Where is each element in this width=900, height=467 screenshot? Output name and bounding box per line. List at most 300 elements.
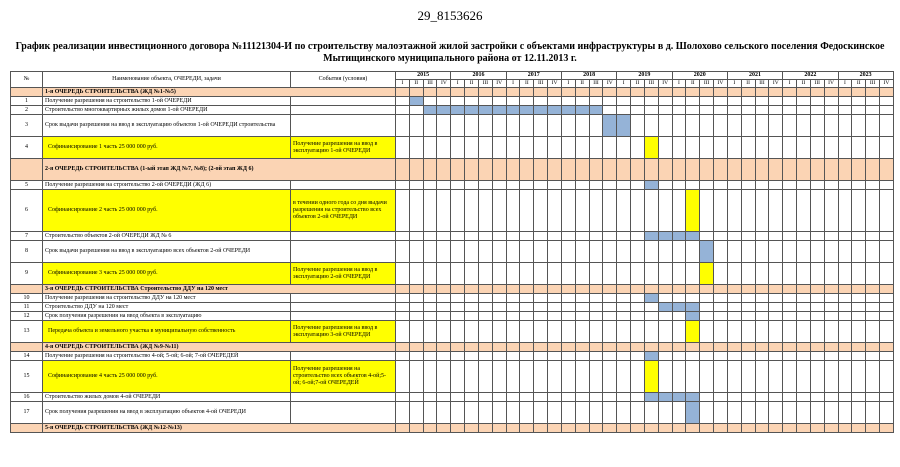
gantt-bar-segment [686, 402, 700, 424]
timeline-cell [852, 97, 866, 106]
timeline-cell [741, 232, 755, 241]
timeline-cell [534, 321, 548, 343]
timeline-cell [396, 361, 410, 393]
task-row [11, 263, 894, 285]
document-id: 29_8153626 [417, 8, 483, 23]
gantt-bar-segment [658, 303, 672, 312]
timeline-cell [797, 88, 811, 97]
timeline-cell [561, 303, 575, 312]
timeline-cell [603, 352, 617, 361]
task-event: Получение разрешения на ввод в эксплуатацию 3-ой ОЧЕРЕДИ [291, 321, 396, 343]
task-name: Строительство жилых домов 4-ой ОЧЕРЕДИ [43, 393, 291, 402]
timeline-cell [617, 321, 631, 343]
timeline-cell [783, 137, 797, 159]
timeline-cell [838, 181, 852, 190]
timeline-cell [838, 285, 852, 294]
timeline-cell [769, 115, 783, 137]
header-quarter: III [423, 80, 437, 88]
timeline-cell [396, 424, 410, 433]
timeline-cell [769, 159, 783, 181]
gantt-bar-segment [465, 106, 479, 115]
timeline-cell [409, 232, 423, 241]
timeline-cell [727, 88, 741, 97]
timeline-cell [451, 352, 465, 361]
timeline-cell [838, 159, 852, 181]
timeline-cell [783, 181, 797, 190]
timeline-cell [437, 393, 451, 402]
timeline-cell [478, 352, 492, 361]
timeline-cell [548, 97, 562, 106]
timeline-cell [409, 393, 423, 402]
timeline-cell [561, 232, 575, 241]
timeline-cell [437, 263, 451, 285]
timeline-cell [797, 285, 811, 294]
header-quarter: IV [824, 80, 838, 88]
timeline-cell [714, 303, 728, 312]
timeline-cell [589, 232, 603, 241]
timeline-cell [603, 263, 617, 285]
section-title: 3-я ОЧЕРЕДЬ СТРОИТЕЛЬСТВА Строительство ДДУ на 120 мест [43, 285, 396, 294]
timeline-cell [534, 352, 548, 361]
timeline-cell [589, 159, 603, 181]
timeline-cell [396, 321, 410, 343]
task-name: Получение разрешения на строительство 4-ой; 5-ой; 6-ой; 7-ой ОЧЕРЕДЕЙ [43, 352, 291, 361]
timeline-cell [603, 361, 617, 393]
timeline-cell [520, 181, 534, 190]
timeline-cell [783, 190, 797, 232]
timeline-cell [548, 352, 562, 361]
gantt-bar-segment [672, 232, 686, 241]
timeline-cell [879, 303, 893, 312]
timeline-cell [492, 424, 506, 433]
section-title: 2-я ОЧЕРЕДЬ СТРОИТЕЛЬСТВА (1-ый этап ЖД №7, №8); (2-ой этап ЖД 6) [43, 159, 396, 181]
timeline-cell [810, 343, 824, 352]
timeline-cell [644, 424, 658, 433]
timeline-cell [741, 352, 755, 361]
timeline-cell [838, 232, 852, 241]
timeline-cell [879, 393, 893, 402]
timeline-cell [409, 321, 423, 343]
timeline-cell [866, 159, 880, 181]
gantt-payment-milestone [644, 137, 658, 159]
timeline-cell [879, 294, 893, 303]
timeline-cell [672, 321, 686, 343]
timeline-cell [478, 137, 492, 159]
timeline-cell [686, 159, 700, 181]
timeline-cell [727, 115, 741, 137]
timeline-cell [465, 285, 479, 294]
task-row [11, 321, 894, 343]
timeline-cell [631, 361, 645, 393]
timeline-cell [548, 263, 562, 285]
gantt-bar-segment [658, 232, 672, 241]
timeline-cell [617, 137, 631, 159]
timeline-cell [700, 294, 714, 303]
timeline-cell [631, 352, 645, 361]
gantt-bar-segment [451, 106, 465, 115]
timeline-cell [603, 393, 617, 402]
timeline-cell [575, 159, 589, 181]
timeline-cell [755, 312, 769, 321]
timeline-cell [797, 361, 811, 393]
timeline-cell [520, 232, 534, 241]
timeline-cell [478, 181, 492, 190]
timeline-cell [396, 181, 410, 190]
task-event [291, 312, 396, 321]
timeline-cell [824, 232, 838, 241]
timeline-cell [631, 402, 645, 424]
timeline-cell [631, 424, 645, 433]
timeline-cell [437, 181, 451, 190]
header-object-name: Наименование объекта, ОЧЕРЕДИ, задачи [43, 72, 291, 88]
timeline-cell [714, 402, 728, 424]
timeline-cell [686, 106, 700, 115]
timeline-cell [741, 285, 755, 294]
timeline-cell [589, 393, 603, 402]
header-quarter: II [575, 80, 589, 88]
timeline-cell [423, 263, 437, 285]
timeline-cell [866, 294, 880, 303]
timeline-cell [478, 115, 492, 137]
timeline-cell [700, 181, 714, 190]
section-number-cell [11, 285, 43, 294]
timeline-cell [824, 321, 838, 343]
timeline-cell [838, 106, 852, 115]
timeline-cell [451, 312, 465, 321]
timeline-cell [797, 137, 811, 159]
timeline-cell [644, 402, 658, 424]
timeline-cell [672, 343, 686, 352]
timeline-cell [396, 263, 410, 285]
timeline-cell [741, 241, 755, 263]
timeline-cell [797, 106, 811, 115]
timeline-cell [838, 137, 852, 159]
timeline-cell [852, 294, 866, 303]
timeline-cell [423, 424, 437, 433]
timeline-cell [797, 402, 811, 424]
timeline-cell [492, 190, 506, 232]
timeline-cell [520, 115, 534, 137]
timeline-cell [658, 352, 672, 361]
timeline-cell [506, 402, 520, 424]
timeline-cell [769, 393, 783, 402]
task-number: 5 [11, 181, 43, 190]
timeline-cell [700, 137, 714, 159]
timeline-cell [755, 402, 769, 424]
timeline-cell [686, 241, 700, 263]
timeline-cell [741, 321, 755, 343]
timeline-cell [617, 232, 631, 241]
timeline-cell [423, 294, 437, 303]
gantt-bar-segment [617, 115, 631, 137]
task-name: Передача объекта и земельного участка в муниципальную собственность [43, 321, 291, 343]
timeline-cell [866, 263, 880, 285]
timeline-cell [700, 285, 714, 294]
timeline-cell [478, 159, 492, 181]
timeline-cell [617, 352, 631, 361]
timeline-cell [561, 159, 575, 181]
timeline-cell [631, 241, 645, 263]
timeline-cell [838, 241, 852, 263]
timeline-cell [727, 97, 741, 106]
timeline-cell [423, 312, 437, 321]
timeline-cell [492, 137, 506, 159]
timeline-cell [451, 181, 465, 190]
timeline-cell [879, 241, 893, 263]
timeline-cell [714, 241, 728, 263]
timeline-cell [603, 285, 617, 294]
timeline-cell [465, 424, 479, 433]
timeline-cell [824, 343, 838, 352]
timeline-cell [810, 263, 824, 285]
timeline-cell [465, 402, 479, 424]
timeline-cell [783, 393, 797, 402]
header-quarter: I [672, 80, 686, 88]
timeline-cell [589, 303, 603, 312]
timeline-cell [534, 263, 548, 285]
timeline-cell [700, 88, 714, 97]
timeline-cell [824, 402, 838, 424]
task-event [291, 232, 396, 241]
timeline-cell [396, 343, 410, 352]
timeline-cell [686, 352, 700, 361]
timeline-cell [741, 402, 755, 424]
timeline-cell [409, 88, 423, 97]
timeline-cell [451, 343, 465, 352]
timeline-cell [783, 361, 797, 393]
timeline-cell [396, 393, 410, 402]
timeline-cell [797, 241, 811, 263]
timeline-cell [783, 263, 797, 285]
timeline-cell [437, 159, 451, 181]
task-row [11, 232, 894, 241]
title-line-1: График реализации инвестиционного договора №11121304-И по строительству малоэтажной жилой застройки с объектами инфраструктуры в д. Шолохово сельского поселения Федоскинское [15, 41, 885, 52]
task-number: 3 [11, 115, 43, 137]
gantt-bar-segment [520, 106, 534, 115]
timeline-cell [465, 263, 479, 285]
timeline-cell [561, 88, 575, 97]
timeline-cell [824, 190, 838, 232]
timeline-cell [534, 190, 548, 232]
timeline-cell [741, 159, 755, 181]
timeline-cell [548, 115, 562, 137]
timeline-cell [617, 285, 631, 294]
timeline-cell [810, 424, 824, 433]
header-year: 2023 [838, 72, 893, 80]
gantt-bar-segment [534, 106, 548, 115]
timeline-cell [824, 159, 838, 181]
timeline-cell [478, 393, 492, 402]
timeline-cell [810, 393, 824, 402]
timeline-cell [575, 97, 589, 106]
timeline-cell [396, 232, 410, 241]
timeline-cell [437, 402, 451, 424]
header-quarter: IV [603, 80, 617, 88]
timeline-cell [797, 303, 811, 312]
timeline-cell [451, 159, 465, 181]
timeline-cell [879, 232, 893, 241]
timeline-cell [769, 343, 783, 352]
timeline-cell [644, 97, 658, 106]
timeline-cell [755, 343, 769, 352]
timeline-cell [741, 97, 755, 106]
timeline-cell [838, 424, 852, 433]
timeline-cell [783, 352, 797, 361]
timeline-cell [631, 285, 645, 294]
header-quarter: II [631, 80, 645, 88]
timeline-cell [672, 312, 686, 321]
timeline-cell [589, 263, 603, 285]
timeline-cell [520, 294, 534, 303]
header-quarter: II [409, 80, 423, 88]
timeline-cell [617, 190, 631, 232]
timeline-cell [575, 303, 589, 312]
timeline-cell [423, 190, 437, 232]
timeline-cell [575, 115, 589, 137]
timeline-cell [423, 285, 437, 294]
header-year: 2017 [506, 72, 561, 80]
timeline-cell [478, 303, 492, 312]
task-row [11, 361, 894, 393]
timeline-cell [866, 106, 880, 115]
task-row [11, 97, 894, 106]
timeline-cell [451, 115, 465, 137]
timeline-cell [824, 312, 838, 321]
task-number: 7 [11, 232, 43, 241]
timeline-cell [409, 294, 423, 303]
timeline-cell [879, 88, 893, 97]
timeline-cell [852, 402, 866, 424]
timeline-cell [631, 321, 645, 343]
timeline-cell [617, 88, 631, 97]
timeline-cell [644, 190, 658, 232]
timeline-cell [506, 285, 520, 294]
timeline-cell [437, 343, 451, 352]
timeline-cell [824, 88, 838, 97]
timeline-cell [589, 352, 603, 361]
timeline-cell [797, 232, 811, 241]
timeline-cell [797, 393, 811, 402]
timeline-cell [714, 343, 728, 352]
timeline-cell [603, 159, 617, 181]
timeline-cell [797, 181, 811, 190]
timeline-cell [866, 424, 880, 433]
timeline-cell [741, 424, 755, 433]
timeline-cell [700, 402, 714, 424]
timeline-cell [575, 402, 589, 424]
timeline-cell [769, 190, 783, 232]
task-event: Получение разрешения на ввод в эксплуатацию 1-ой ОЧЕРЕДИ [291, 137, 396, 159]
timeline-cell [658, 241, 672, 263]
timeline-cell [561, 393, 575, 402]
timeline-cell [465, 294, 479, 303]
timeline-cell [741, 88, 755, 97]
timeline-cell [824, 263, 838, 285]
timeline-cell [492, 285, 506, 294]
timeline-cell [396, 137, 410, 159]
timeline-cell [672, 285, 686, 294]
timeline-cell [741, 190, 755, 232]
timeline-cell [755, 285, 769, 294]
timeline-cell [437, 424, 451, 433]
timeline-cell [714, 88, 728, 97]
timeline-cell [520, 97, 534, 106]
timeline-cell [838, 88, 852, 97]
timeline-cell [672, 424, 686, 433]
timeline-cell [741, 361, 755, 393]
timeline-cell [548, 241, 562, 263]
timeline-cell [409, 181, 423, 190]
timeline-cell [755, 241, 769, 263]
timeline-cell [561, 181, 575, 190]
timeline-cell [879, 159, 893, 181]
header-quarter: III [700, 80, 714, 88]
timeline-cell [409, 263, 423, 285]
timeline-cell [879, 106, 893, 115]
timeline-cell [631, 159, 645, 181]
gantt-bar-segment [492, 106, 506, 115]
timeline-cell [631, 312, 645, 321]
timeline-cell [451, 321, 465, 343]
timeline-cell [603, 241, 617, 263]
timeline-cell [478, 343, 492, 352]
section-row [11, 285, 894, 294]
timeline-cell [396, 241, 410, 263]
timeline-cell [755, 181, 769, 190]
gantt-bar-segment [672, 393, 686, 402]
timeline-cell [769, 321, 783, 343]
timeline-cell [879, 352, 893, 361]
timeline-cell [727, 424, 741, 433]
timeline-cell [478, 294, 492, 303]
timeline-cell [631, 294, 645, 303]
timeline-cell [727, 232, 741, 241]
timeline-cell [575, 232, 589, 241]
timeline-cell [783, 106, 797, 115]
timeline-cell [548, 424, 562, 433]
header-quarter: I [396, 80, 410, 88]
header-year: 2018 [561, 72, 616, 80]
timeline-cell [700, 106, 714, 115]
timeline-cell [714, 361, 728, 393]
timeline-cell [506, 424, 520, 433]
task-row [11, 181, 894, 190]
timeline-cell [561, 241, 575, 263]
timeline-cell [617, 181, 631, 190]
timeline-cell [631, 303, 645, 312]
timeline-cell [658, 343, 672, 352]
section-number-cell [11, 88, 43, 97]
timeline-cell [506, 241, 520, 263]
timeline-cell [603, 402, 617, 424]
timeline-cell [769, 312, 783, 321]
timeline-cell [783, 285, 797, 294]
task-name: Срок выдачи разрешения на ввод в эксплуатацию всех объектов 2-ой ОЧЕРЕДИ [43, 241, 291, 263]
timeline-cell [561, 294, 575, 303]
header-number: № [11, 72, 43, 88]
timeline-cell [797, 424, 811, 433]
timeline-cell [437, 361, 451, 393]
timeline-cell [437, 137, 451, 159]
task-name: Срок получения разрешения на ввод в эксплуатацию объектов 4-ой ОЧЕРЕДИ [43, 402, 291, 424]
timeline-cell [396, 190, 410, 232]
timeline-cell [465, 97, 479, 106]
timeline-cell [506, 115, 520, 137]
timeline-cell [755, 294, 769, 303]
timeline-cell [548, 321, 562, 343]
header-quarter: III [810, 80, 824, 88]
timeline-cell [589, 88, 603, 97]
